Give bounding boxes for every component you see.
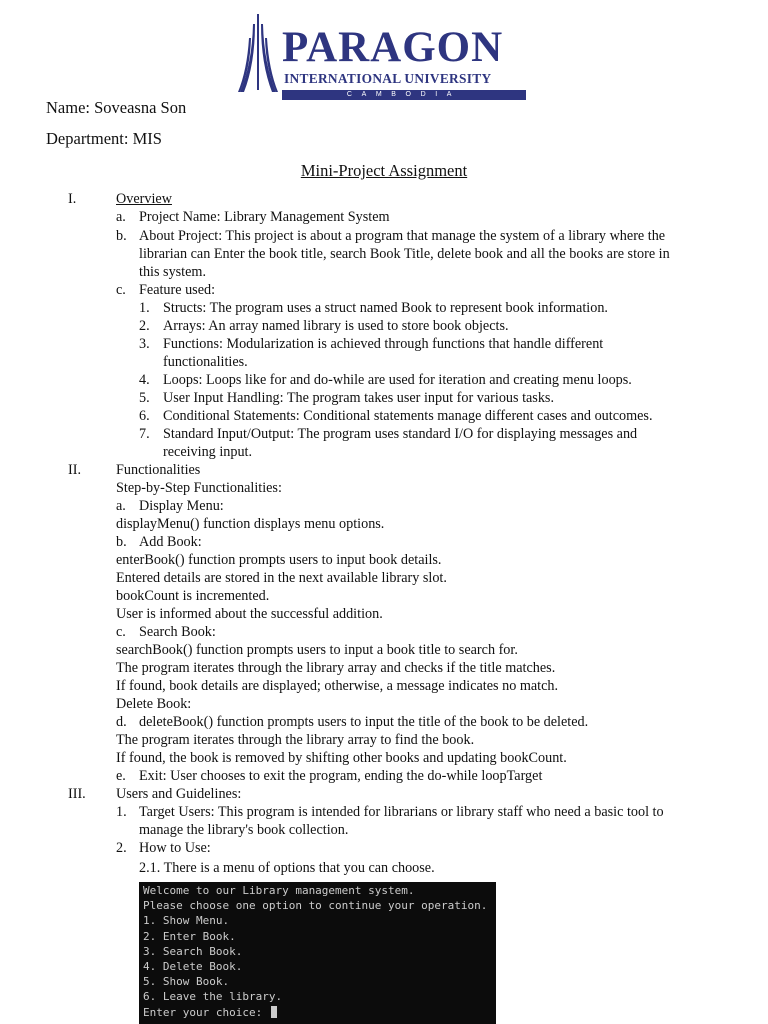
feature-number: 4. [139,372,150,388]
s2-c-detail: If found, book details are displayed; otherwise, a message indicates no match. [116,678,559,694]
s3-item-2-number: 2. [116,840,127,856]
terminal-line: 2. Enter Book. [143,929,236,943]
terminal-prompt-line [143,1005,496,1020]
section-3-heading: Users and Guidelines: [116,786,242,802]
feature-number: 6. [139,408,150,424]
university-logo [238,12,530,96]
s2-a-text: Display Menu: [139,498,224,514]
logo-country-band: CAMBODIA [282,90,526,100]
s1-c-marker: c. [116,282,126,298]
logo-name: PARAGON [282,24,504,71]
s1-b-line: librarian can Enter the book title, search Book Title, delete book and all the books are store in [139,246,670,262]
terminal-line: 4. Delete Book. [143,959,243,973]
terminal-line: 6. Leave the library. [143,990,283,1004]
feature-text: Loops: Loops like for and do-while are used for iteration and creating menu loops. [163,372,632,388]
s1-c-text: Feature used: [139,282,216,298]
section-1-heading: Overview [116,191,172,207]
s1-b-marker: b. [116,228,127,244]
s2-b-detail: bookCount is incremented. [116,588,270,604]
s2-c-text: Search Book: [139,624,216,640]
s2-e-text: Exit: User chooses to exit the program, ending the do-while loopTarget [139,768,543,784]
logo-subtitle: INTERNATIONAL UNIVERSITY [284,71,492,86]
s2-b-detail: User is informed about the successful addition. [116,606,383,622]
page-title-text: Mini-Project Assignment [300,161,468,180]
terminal-line: Welcome to our Library management system. [143,884,415,897]
student-name: Name: Soveasna Son [46,98,187,117]
s2-e-marker: e. [116,768,126,784]
feature-number: 1. [139,300,150,316]
terminal-cursor-icon [271,1006,277,1018]
terminal-line: 5. Show Book. [143,975,230,989]
section-2-numeral: II. [68,462,81,478]
terminal-screenshot [139,882,496,1024]
s2-b-detail: Entered details are stored in the next available library slot. [116,570,447,586]
s3-item-1-line: manage the library's book collection. [139,822,349,838]
s2-b-detail: enterBook() function prompts users to input book details. [116,552,442,568]
s2-a-detail: displayMenu() function displays menu options. [116,516,385,532]
feature-text: receiving input. [163,444,253,460]
s2-subheading: Step-by-Step Functionalities: [116,480,282,496]
feature-text: User Input Handling: The program takes user input for various tasks. [163,390,554,406]
s1-a-marker: a. [116,209,126,225]
feature-number: 5. [139,390,150,406]
s2-delete-heading: Delete Book: [116,696,192,712]
terminal-line: 3. Search Book. [143,944,243,958]
s2-d-detail: If found, the book is removed by shifting other books and updating bookCount. [116,750,567,766]
section-2-heading: Functionalities [116,462,201,478]
s2-c-detail: The program iterates through the library array and checks if the title matches. [116,660,556,676]
s3-item-2-text: How to Use: [139,840,211,856]
feature-text: Arrays: An array named library is used to store book objects. [163,318,509,334]
s2-b-text: Add Book: [139,534,202,550]
terminal-line: 1. Show Menu. [143,914,230,928]
s2-a-marker: a. [116,498,126,514]
s1-b-line: this system. [139,264,207,280]
s2-d-text: deleteBook() function prompts users to input the title of the book to be deleted. [139,714,589,730]
terminal-prompt: Enter your choice: [143,1005,269,1019]
s2-d-marker: d. [116,714,127,730]
feature-number: 3. [139,336,150,352]
feature-number: 7. [139,426,150,442]
section-1-numeral: I. [68,191,77,207]
terminal-line: Please choose one option to continue your operation. [143,899,488,913]
s2-d-detail: The program iterates through the library array to find the book. [116,732,475,748]
feature-number: 2. [139,318,150,334]
feature-text: Conditional Statements: Conditional statements manage different cases and outcomes. [163,408,653,424]
feature-text: Standard Input/Output: The program uses standard I/O for displaying messages and [163,426,638,442]
s3-item-2-1-text: 2.1. There is a menu of options that you can choose. [139,860,435,876]
s1-b-line: About Project: This project is about a program that manage the system of a library where the [139,228,666,244]
s3-item-1-number: 1. [116,804,127,820]
feature-text: Structs: The program uses a struct named Book to represent book information. [163,300,608,316]
s1-a-text: Project Name: Library Management System [139,209,390,225]
s2-c-detail: searchBook() function prompts users to input a book title to search for. [116,642,518,658]
s3-item-1-line: Target Users: This program is intended for librarians or library staff who need a basic tool to [139,804,664,820]
s2-b-marker: b. [116,534,127,550]
s2-c-marker: c. [116,624,126,640]
paragon-emblem-icon [238,14,278,94]
page-title [0,161,768,181]
department: Department: MIS [46,129,162,148]
section-3-numeral: III. [68,786,86,802]
feature-text: functionalities. [163,354,248,370]
feature-text: Functions: Modularization is achieved through functions that handle different [163,336,604,352]
